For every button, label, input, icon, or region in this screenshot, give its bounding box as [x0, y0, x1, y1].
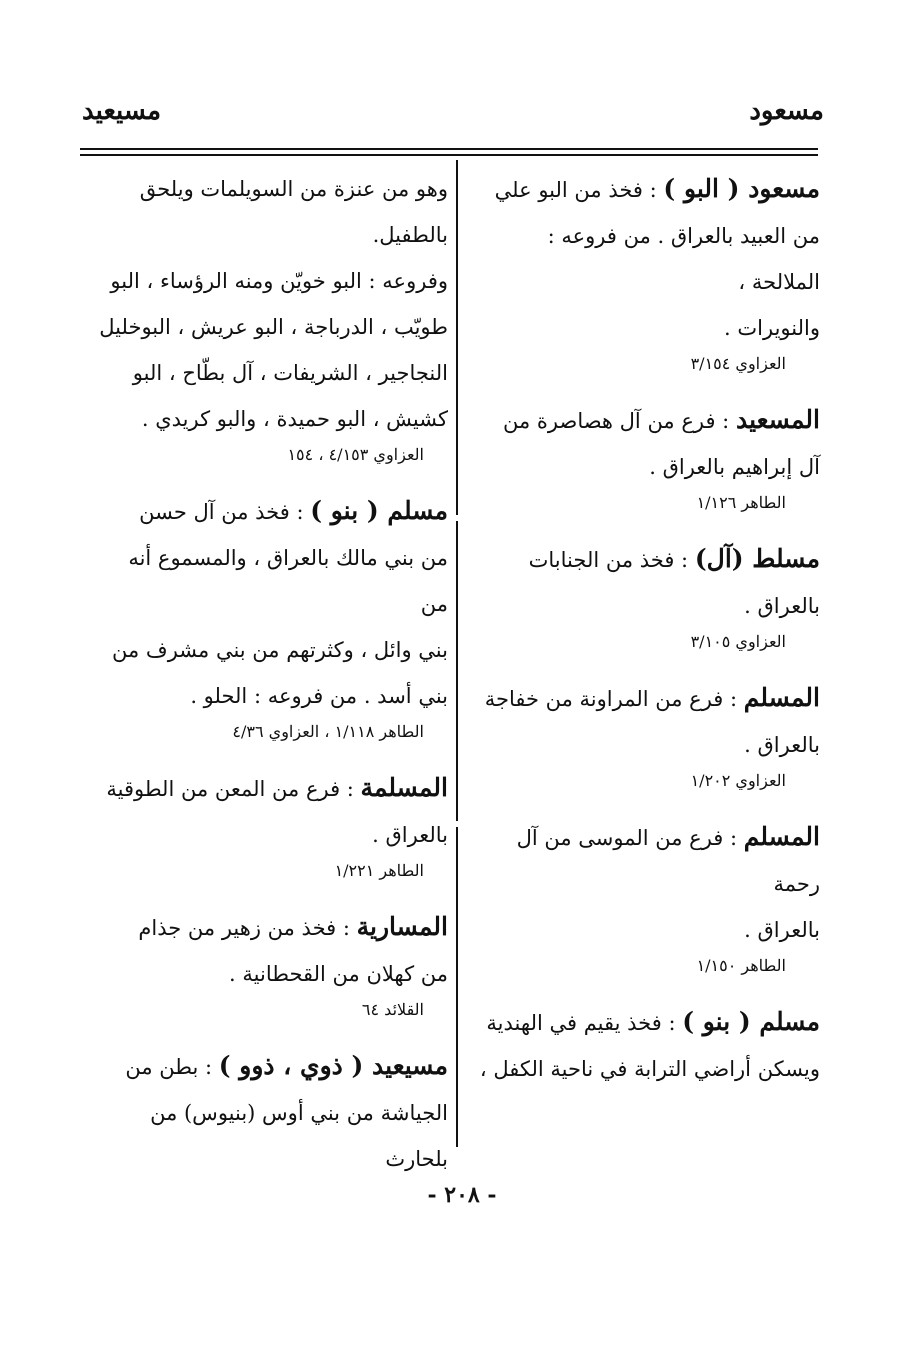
entry-text: آل إبراهيم بالعراق . — [649, 455, 820, 479]
entry-muslim-banu-2 — [96, 488, 448, 745]
left-column — [96, 166, 448, 1182]
column-divider-1 — [456, 160, 458, 515]
entry-text: كشيش ، البو حميدة ، والبو كريدي . — [141, 407, 448, 431]
citation: العزاوي ٣/١٠٥ — [690, 632, 786, 651]
entry-text: بالعراق . — [744, 594, 820, 618]
entry-text: : فخذ يقيم في الهندية — [486, 1011, 676, 1035]
entry-text: : فرع من المراونة من خفاجة — [484, 687, 738, 711]
page-number: - ٢٠٨ - — [427, 1182, 497, 1208]
entry-heading: مسعود ( البو ) — [663, 174, 820, 203]
running-head-right: مسعود — [749, 96, 824, 126]
entry-text: وفروعه : البو خويّن ومنه الرؤساء ، البو — [110, 269, 448, 293]
entry-text: والنويرات . — [724, 316, 820, 340]
citation: الطاهر ١/١٢٦ — [696, 493, 786, 512]
entry-heading: مسلم ( بنو ) — [310, 496, 448, 525]
entry-text: : فخذ من الجنابات — [528, 548, 689, 572]
entry-text: : فخذ من زهير من جذام — [138, 916, 350, 940]
entry-text: طويّب ، الدرباجة ، البو عريش ، البوخليل — [99, 315, 448, 339]
entry-heading: المسلمة — [360, 773, 448, 802]
entry-masood — [476, 166, 820, 377]
entry-text: ويسكن أراضي الترابة في ناحية الكفل ، — [479, 1057, 820, 1081]
entry-almuslim-1 — [476, 675, 820, 794]
entry-text: : فرع من الموسى من آل رحمة — [516, 826, 820, 896]
entry-text: : بطن من — [125, 1055, 213, 1079]
right-column — [476, 166, 820, 1092]
entry-text: بني أسد . من فروعه : الحلو . — [190, 684, 448, 708]
running-head-left: مسيعيد — [82, 96, 162, 126]
column-divider-2 — [456, 521, 458, 821]
entry-text: من بني مالك بالعراق ، والمسموع أنه من — [128, 546, 448, 616]
citation: العزاوي ١/٢٠٢ — [690, 771, 786, 790]
entry-heading: المسلم — [743, 683, 820, 712]
entry-heading: مسلط (آل) — [694, 544, 820, 573]
entry-text: من العبيد بالعراق . من فروعه : الملالحة ، — [547, 224, 820, 294]
entry-text: : فرع من المعن من الطوقية — [106, 777, 354, 801]
entry-text: بني وائل ، وكثرتهم من بني مشرف من — [112, 638, 448, 662]
header-rule-top — [80, 148, 818, 150]
entry-muslim-banu — [476, 999, 820, 1092]
citation: العزاوي ٤/١٥٣ ، ١٥٤ — [287, 445, 424, 464]
entry-almuslima — [96, 765, 448, 884]
header-rule-bottom — [80, 154, 818, 156]
entry-heading: مسلم ( بنو ) — [682, 1007, 820, 1036]
entry-almasaid — [476, 397, 820, 516]
citation: الطاهر ١/٢٢١ — [334, 861, 424, 880]
entry-text: : فخذ من آل حسن — [139, 500, 304, 524]
entry-heading: المسعيد — [735, 405, 820, 434]
entry-text: النجاجير ، الشريفات ، آل بطّاح ، البو — [132, 361, 448, 385]
entry-text: من كهلان من القحطانية . — [229, 962, 448, 986]
column-divider-3 — [456, 827, 458, 1147]
entry-heading: مسيعيد ( ذوي ، ذوو ) — [218, 1051, 448, 1080]
entry-text: بالعراق . — [744, 733, 820, 757]
entry-text: الجياشة من بني أوس (بنيوس) من بلحارث — [150, 1101, 448, 1171]
entry-almuslim-2 — [476, 814, 820, 979]
entry-text: : فرع من آل هصاصرة من — [502, 409, 730, 433]
entry-almasariya — [96, 904, 448, 1023]
citation: القلائد ٦٤ — [361, 1000, 424, 1019]
citation: العزاوي ٣/١٥٤ — [690, 354, 786, 373]
citation: الطاهر ١/١٥٠ — [696, 956, 786, 975]
entry-text: بالعراق . — [372, 823, 448, 847]
entry-text: وهو من عنزة من السويلمات ويلحق بالطفيل. — [139, 177, 448, 247]
entry-heading: المسلم — [743, 822, 820, 851]
entry-text: بالعراق . — [744, 918, 820, 942]
entry-heading: المسارية — [356, 912, 448, 941]
entry-musaiid — [96, 1043, 448, 1182]
entry-masallat — [476, 536, 820, 655]
entry-text: : فخذ من البو علي — [494, 178, 657, 202]
citation: الطاهر ١/١١٨ ، العزاوي ٤/٣٦ — [232, 722, 424, 741]
entry-continuation — [96, 166, 448, 468]
